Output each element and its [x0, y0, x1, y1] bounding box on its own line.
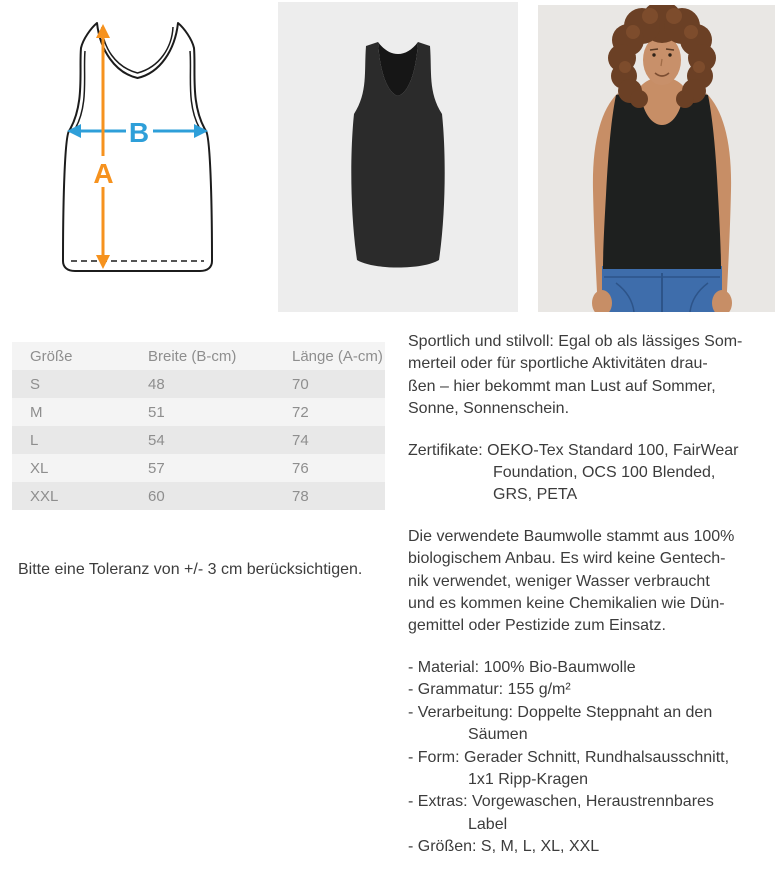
size-table	[12, 342, 385, 510]
size-diagram-image[interactable]	[45, 15, 230, 285]
text-line: Sportlich und stilvoll: Egal ob als lässiges Som-	[408, 333, 743, 350]
description-intro	[408, 331, 776, 421]
text-line: Die verwendete Baumwolle stammt aus 100%	[408, 527, 735, 545]
size-cell: S	[30, 375, 41, 393]
text-line: 1x1 Ripp-Kragen	[468, 770, 589, 788]
size-col-header: Größe	[30, 347, 73, 365]
table-row-xxl	[12, 482, 385, 510]
text-line: ßen – hier bekommt man Lust auf Sommer,	[408, 377, 716, 395]
text-line: Zertifikate: OEKO-Tex Standard 100, FairWear	[408, 441, 739, 459]
text-line: und es kommen keine Chemikalien wie Dün-	[408, 595, 725, 613]
text-line: - Verarbeitung: Doppelte Steppnaht an den	[408, 703, 713, 721]
text-line: merteil oder für sportliche Aktivitäten drau-	[408, 355, 708, 373]
breite-cell: 51	[148, 403, 165, 421]
table-row-l	[12, 426, 385, 454]
laenge-cell: 72	[292, 403, 309, 421]
tank-top-measurement-drawing	[45, 15, 230, 285]
breite-cell: 48	[148, 375, 165, 393]
text-line: nik verwendet, weniger Wasser verbraucht	[408, 572, 710, 590]
text-line: - Form: Gerader Schnitt, Rundhalsausschnitt,	[408, 748, 730, 766]
product-photo-image[interactable]	[278, 2, 518, 312]
breite-cell: 60	[148, 487, 165, 505]
table-row-xl	[12, 454, 385, 482]
width-col-header: Breite (B-cm)	[148, 347, 237, 365]
laenge-cell: 74	[292, 431, 309, 449]
model-jeans	[602, 266, 722, 312]
text-line: - Material: 100% Bio-Baumwolle	[408, 658, 636, 676]
measure-label-a: A	[93, 158, 114, 189]
size-table-header-row	[12, 342, 385, 370]
laenge-cell: 70	[292, 375, 309, 393]
tolerance-note: Bitte eine Toleranz von +/- 3 cm berücksichtigen.	[18, 561, 363, 578]
text-line: gemittel oder Pestizide zum Einsatz.	[408, 617, 666, 635]
product-description	[408, 331, 776, 859]
text-line: biologischem Anbau. Es wird keine Gentech-	[408, 550, 726, 568]
size-cell: M	[30, 403, 43, 421]
text-line: Label	[468, 815, 508, 833]
tank-top-silhouette	[278, 2, 518, 312]
breite-cell: 54	[148, 431, 165, 449]
text-line: - Größen: S, M, L, XL, XXL	[408, 838, 600, 856]
laenge-cell: 78	[292, 487, 309, 505]
size-cell: XXL	[30, 487, 59, 505]
text-line: - Grammatur: 155 g/m²	[408, 681, 571, 699]
text-line: Sonne, Sonnenschein.	[408, 400, 570, 418]
size-cell: XL	[30, 459, 49, 477]
breite-cell: 57	[148, 459, 165, 477]
description-certificates	[408, 440, 776, 507]
model-photo-image[interactable]	[538, 5, 775, 312]
model-illustration	[538, 5, 775, 312]
length-col-header: Länge (A-cm)	[292, 347, 383, 365]
table-row-m	[12, 398, 385, 426]
text-line: - Extras: Vorgewaschen, Heraustrennbares	[408, 793, 714, 811]
measure-label-b: B	[128, 117, 150, 148]
description-specs	[408, 657, 776, 859]
table-row-s	[12, 370, 385, 398]
text-line: Foundation, OCS 100 Blended,	[493, 464, 716, 482]
description-cotton	[408, 526, 776, 638]
text-line: Säumen	[468, 726, 528, 744]
laenge-cell: 76	[292, 459, 309, 477]
text-line: GRS, PETA	[493, 486, 578, 504]
size-cell: L	[30, 431, 39, 449]
